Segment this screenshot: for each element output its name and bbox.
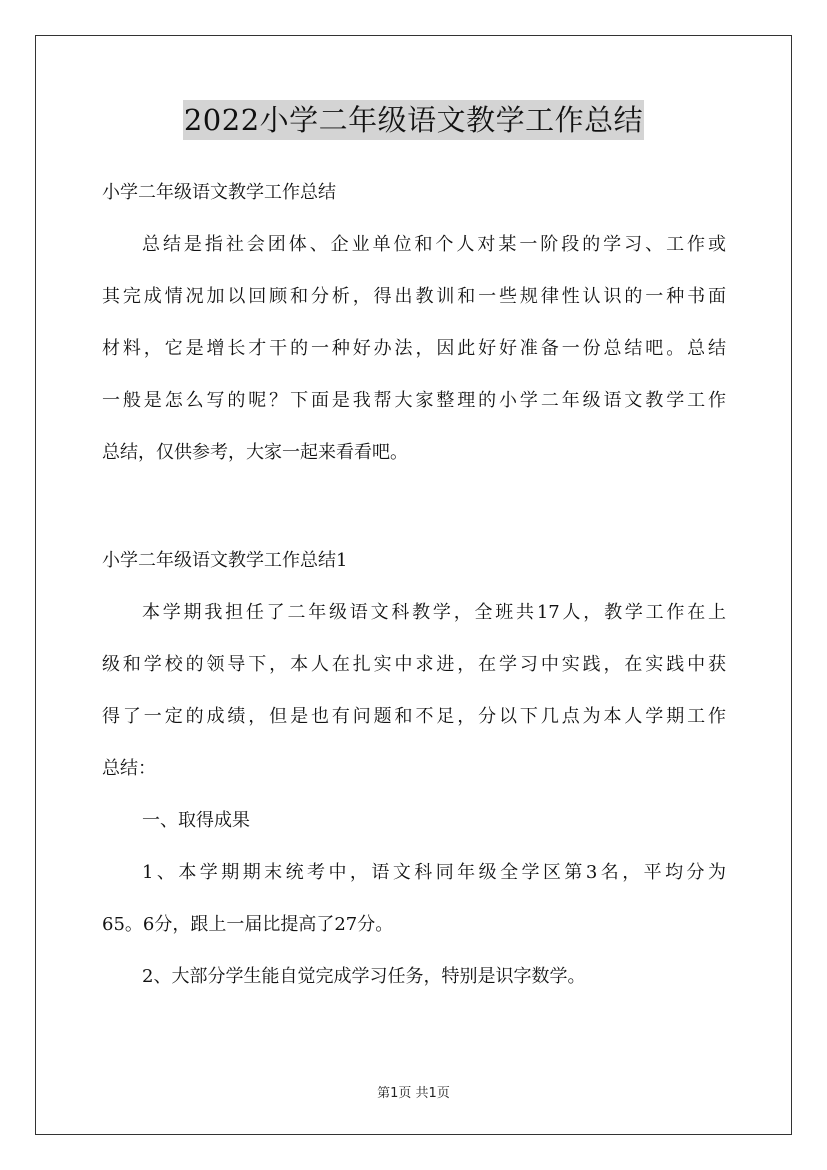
paragraph-line: 总结是指社会团体、企业单位和个人对某一阶段的学习、工作或 <box>142 234 726 255</box>
document-body <box>102 175 726 995</box>
paragraph-line: 本学期我担任了二年级语文科教学，全班共17人，教学工作在上 <box>142 602 726 623</box>
paragraph-line: 总结： <box>102 758 156 779</box>
document-title: 2022小学二年级语文教学工作总结 <box>183 100 644 140</box>
intro-paragraph <box>102 227 726 471</box>
section-title: 小学二年级语文教学工作总结1 <box>102 550 348 571</box>
title-container <box>0 100 827 140</box>
paragraph-line: 级和学校的领导下，本人在扎实中求进，在学习中实践，在实践中获 <box>102 654 726 675</box>
document-subtitle: 小学二年级语文教学工作总结 <box>102 182 336 203</box>
item1-paragraph <box>102 855 726 943</box>
part-heading: 一、取得成果 <box>142 810 250 831</box>
spacer <box>102 211 726 227</box>
paragraph-line: 2、大部分学生能自觉完成学习任务，特别是识字数学。 <box>142 966 586 987</box>
paragraph-line: 材料，它是增长才干的一种好办法，因此好好准备一份总结吧。总结 <box>102 338 726 359</box>
paragraph-line: 总结，仅供参考，大家一起来看看吧。 <box>102 442 408 463</box>
paragraph-line: 65。6分，跟上一届比提高了27分。 <box>102 914 394 935</box>
paragraph-line: 一般是怎么写的呢？下面是我帮大家整理的小学二年级语文教学工作 <box>102 390 726 411</box>
page-number: 第1页 共1页 <box>377 1086 450 1101</box>
paragraph-line: 其完成情况加以回顾和分析，得出教训和一些规律性认识的一种书面 <box>102 286 726 307</box>
section1-paragraph <box>102 595 726 787</box>
spacer <box>102 471 726 543</box>
paragraph-line: 1、本学期期末统考中，语文科同年级全学区第3名，平均分为 <box>142 862 726 883</box>
paragraph-line: 得了一定的成绩，但是也有问题和不足，分以下几点为本人学期工作 <box>102 706 726 727</box>
page-footer <box>0 1082 827 1101</box>
